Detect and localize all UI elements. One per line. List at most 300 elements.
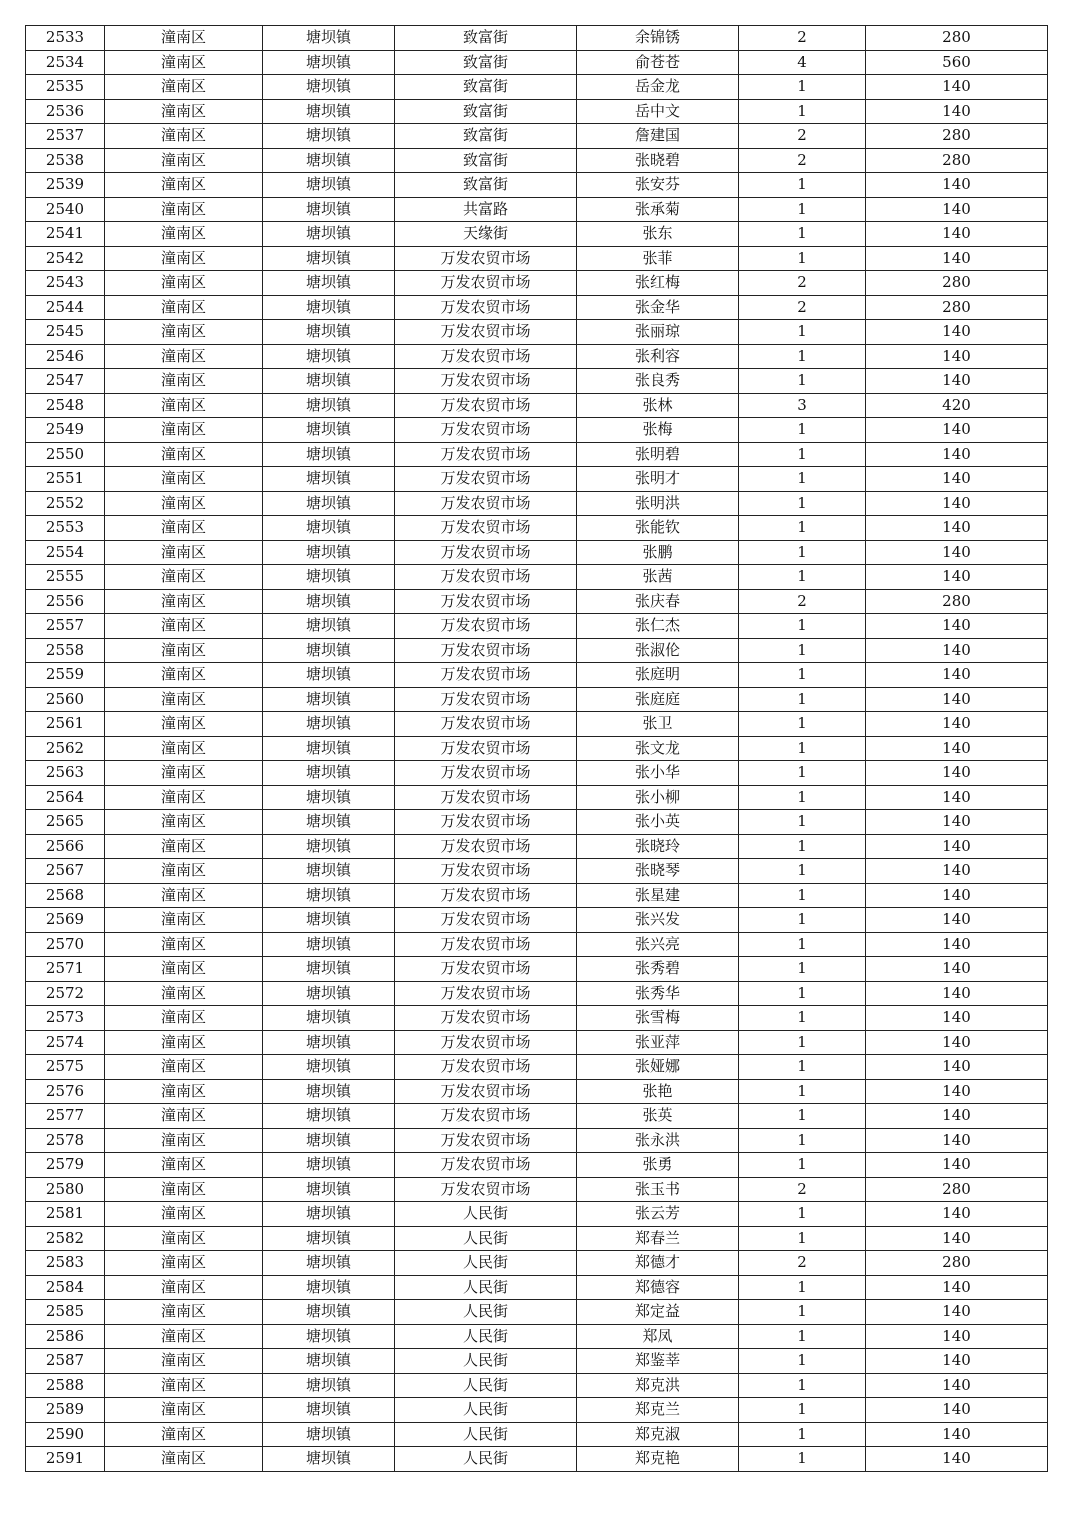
row-number-cell: 2580 (26, 1177, 105, 1202)
name-cell: 张红梅 (577, 271, 739, 296)
amount-cell: 140 (866, 516, 1048, 541)
town-cell: 塘坝镇 (263, 712, 395, 737)
amount-cell: 140 (866, 1202, 1048, 1227)
name-cell: 张晓琴 (577, 859, 739, 884)
amount-cell: 140 (866, 320, 1048, 345)
amount-cell: 140 (866, 1030, 1048, 1055)
table-row (26, 295, 1048, 320)
row-number-cell: 2537 (26, 124, 105, 149)
household-count-cell: 1 (739, 418, 866, 443)
district-cell: 潼南区 (105, 1300, 263, 1325)
table-row (26, 418, 1048, 443)
household-count-cell: 1 (739, 1300, 866, 1325)
street-cell: 万发农贸市场 (395, 1104, 577, 1129)
name-cell: 郑定益 (577, 1300, 739, 1325)
town-cell: 塘坝镇 (263, 1079, 395, 1104)
household-count-cell: 1 (739, 1030, 866, 1055)
household-count-cell: 2 (739, 124, 866, 149)
name-cell: 郑克淑 (577, 1422, 739, 1447)
household-count-cell: 1 (739, 638, 866, 663)
town-cell: 塘坝镇 (263, 173, 395, 198)
name-cell: 张安芬 (577, 173, 739, 198)
household-count-cell: 4 (739, 50, 866, 75)
name-cell: 郑克洪 (577, 1373, 739, 1398)
row-number-cell: 2566 (26, 834, 105, 859)
street-cell: 万发农贸市场 (395, 932, 577, 957)
amount-cell: 140 (866, 908, 1048, 933)
town-cell: 塘坝镇 (263, 1226, 395, 1251)
town-cell: 塘坝镇 (263, 467, 395, 492)
table-row (26, 442, 1048, 467)
district-cell: 潼南区 (105, 197, 263, 222)
street-cell: 万发农贸市场 (395, 320, 577, 345)
name-cell: 张亚萍 (577, 1030, 739, 1055)
name-cell: 张艳 (577, 1079, 739, 1104)
amount-cell: 280 (866, 148, 1048, 173)
street-cell: 万发农贸市场 (395, 540, 577, 565)
street-cell: 万发农贸市场 (395, 271, 577, 296)
street-cell: 致富街 (395, 50, 577, 75)
amount-cell: 140 (866, 1128, 1048, 1153)
household-count-cell: 1 (739, 1349, 866, 1374)
name-cell: 郑春兰 (577, 1226, 739, 1251)
row-number-cell: 2555 (26, 565, 105, 590)
town-cell: 塘坝镇 (263, 418, 395, 443)
amount-cell: 280 (866, 1251, 1048, 1276)
household-count-cell: 1 (739, 173, 866, 198)
row-number-cell: 2559 (26, 663, 105, 688)
household-count-cell: 1 (739, 1373, 866, 1398)
row-number-cell: 2534 (26, 50, 105, 75)
name-cell: 张庭庭 (577, 687, 739, 712)
town-cell: 塘坝镇 (263, 565, 395, 590)
table-row (26, 197, 1048, 222)
row-number-cell: 2539 (26, 173, 105, 198)
amount-cell: 140 (866, 467, 1048, 492)
household-count-cell: 1 (739, 1202, 866, 1227)
district-cell: 潼南区 (105, 418, 263, 443)
household-count-cell: 1 (739, 1128, 866, 1153)
amount-cell: 420 (866, 393, 1048, 418)
district-cell: 潼南区 (105, 173, 263, 198)
street-cell: 万发农贸市场 (395, 638, 577, 663)
district-cell: 潼南区 (105, 908, 263, 933)
table-row (26, 148, 1048, 173)
town-cell: 塘坝镇 (263, 1275, 395, 1300)
row-number-cell: 2565 (26, 810, 105, 835)
name-cell: 张鹏 (577, 540, 739, 565)
amount-cell: 140 (866, 75, 1048, 100)
district-cell: 潼南区 (105, 369, 263, 394)
name-cell: 张云芳 (577, 1202, 739, 1227)
household-count-cell: 1 (739, 1006, 866, 1031)
street-cell: 万发农贸市场 (395, 467, 577, 492)
district-cell: 潼南区 (105, 1177, 263, 1202)
street-cell: 万发农贸市场 (395, 810, 577, 835)
household-count-cell: 1 (739, 736, 866, 761)
household-count-cell: 2 (739, 295, 866, 320)
name-cell: 张菲 (577, 246, 739, 271)
row-number-cell: 2561 (26, 712, 105, 737)
row-number-cell: 2533 (26, 26, 105, 51)
town-cell: 塘坝镇 (263, 222, 395, 247)
town-cell: 塘坝镇 (263, 124, 395, 149)
name-cell: 张良秀 (577, 369, 739, 394)
table-row (26, 957, 1048, 982)
table-row (26, 663, 1048, 688)
district-cell: 潼南区 (105, 1226, 263, 1251)
name-cell: 张星建 (577, 883, 739, 908)
household-count-cell: 1 (739, 687, 866, 712)
household-count-cell: 1 (739, 197, 866, 222)
table-row (26, 1153, 1048, 1178)
row-number-cell: 2544 (26, 295, 105, 320)
row-number-cell: 2568 (26, 883, 105, 908)
row-number-cell: 2572 (26, 981, 105, 1006)
household-count-cell: 1 (739, 712, 866, 737)
row-number-cell: 2585 (26, 1300, 105, 1325)
street-cell: 人民街 (395, 1300, 577, 1325)
town-cell: 塘坝镇 (263, 736, 395, 761)
town-cell: 塘坝镇 (263, 614, 395, 639)
street-cell: 万发农贸市场 (395, 712, 577, 737)
household-count-cell: 1 (739, 1324, 866, 1349)
table-row (26, 712, 1048, 737)
row-number-cell: 2545 (26, 320, 105, 345)
roster-table-body (26, 26, 1048, 1472)
name-cell: 张茜 (577, 565, 739, 590)
amount-cell: 140 (866, 834, 1048, 859)
street-cell: 人民街 (395, 1275, 577, 1300)
row-number-cell: 2586 (26, 1324, 105, 1349)
street-cell: 人民街 (395, 1447, 577, 1472)
town-cell: 塘坝镇 (263, 1422, 395, 1447)
name-cell: 张文龙 (577, 736, 739, 761)
name-cell: 郑德容 (577, 1275, 739, 1300)
district-cell: 潼南区 (105, 589, 263, 614)
row-number-cell: 2588 (26, 1373, 105, 1398)
town-cell: 塘坝镇 (263, 932, 395, 957)
amount-cell: 140 (866, 785, 1048, 810)
district-cell: 潼南区 (105, 932, 263, 957)
household-count-cell: 1 (739, 1447, 866, 1472)
amount-cell: 140 (866, 859, 1048, 884)
row-number-cell: 2563 (26, 761, 105, 786)
district-cell: 潼南区 (105, 883, 263, 908)
street-cell: 共富路 (395, 197, 577, 222)
row-number-cell: 2576 (26, 1079, 105, 1104)
table-row (26, 1275, 1048, 1300)
table-row (26, 344, 1048, 369)
town-cell: 塘坝镇 (263, 491, 395, 516)
street-cell: 人民街 (395, 1324, 577, 1349)
amount-cell: 140 (866, 418, 1048, 443)
town-cell: 塘坝镇 (263, 516, 395, 541)
town-cell: 塘坝镇 (263, 638, 395, 663)
table-row (26, 859, 1048, 884)
district-cell: 潼南区 (105, 1324, 263, 1349)
name-cell: 张娅娜 (577, 1055, 739, 1080)
amount-cell: 140 (866, 1300, 1048, 1325)
district-cell: 潼南区 (105, 810, 263, 835)
street-cell: 万发农贸市场 (395, 614, 577, 639)
table-row (26, 1128, 1048, 1153)
row-number-cell: 2540 (26, 197, 105, 222)
name-cell: 詹建国 (577, 124, 739, 149)
district-cell: 潼南区 (105, 344, 263, 369)
amount-cell: 140 (866, 1079, 1048, 1104)
name-cell: 张明碧 (577, 442, 739, 467)
amount-cell: 140 (866, 932, 1048, 957)
name-cell: 张晓碧 (577, 148, 739, 173)
amount-cell: 140 (866, 687, 1048, 712)
table-row (26, 50, 1048, 75)
street-cell: 万发农贸市场 (395, 516, 577, 541)
town-cell: 塘坝镇 (263, 834, 395, 859)
amount-cell: 140 (866, 736, 1048, 761)
amount-cell: 140 (866, 1006, 1048, 1031)
table-row (26, 908, 1048, 933)
name-cell: 郑克兰 (577, 1398, 739, 1423)
street-cell: 万发农贸市场 (395, 369, 577, 394)
street-cell: 人民街 (395, 1422, 577, 1447)
row-number-cell: 2556 (26, 589, 105, 614)
street-cell: 万发农贸市场 (395, 344, 577, 369)
row-number-cell: 2583 (26, 1251, 105, 1276)
town-cell: 塘坝镇 (263, 1324, 395, 1349)
name-cell: 张淑伦 (577, 638, 739, 663)
town-cell: 塘坝镇 (263, 246, 395, 271)
row-number-cell: 2558 (26, 638, 105, 663)
street-cell: 万发农贸市场 (395, 565, 577, 590)
table-row (26, 491, 1048, 516)
household-count-cell: 1 (739, 1226, 866, 1251)
amount-cell: 140 (866, 883, 1048, 908)
name-cell: 张能钦 (577, 516, 739, 541)
row-number-cell: 2551 (26, 467, 105, 492)
street-cell: 致富街 (395, 173, 577, 198)
household-count-cell: 1 (739, 1055, 866, 1080)
name-cell: 张仁杰 (577, 614, 739, 639)
table-row (26, 1251, 1048, 1276)
amount-cell: 280 (866, 589, 1048, 614)
town-cell: 塘坝镇 (263, 908, 395, 933)
district-cell: 潼南区 (105, 1202, 263, 1227)
household-count-cell: 1 (739, 761, 866, 786)
table-row (26, 1422, 1048, 1447)
street-cell: 致富街 (395, 99, 577, 124)
table-row (26, 1398, 1048, 1423)
district-cell: 潼南区 (105, 1030, 263, 1055)
household-count-cell: 1 (739, 1104, 866, 1129)
household-count-cell: 1 (739, 663, 866, 688)
table-row (26, 761, 1048, 786)
street-cell: 万发农贸市场 (395, 1153, 577, 1178)
street-cell: 人民街 (395, 1398, 577, 1423)
district-cell: 潼南区 (105, 687, 263, 712)
street-cell: 致富街 (395, 26, 577, 51)
table-row (26, 1055, 1048, 1080)
district-cell: 潼南区 (105, 614, 263, 639)
district-cell: 潼南区 (105, 1447, 263, 1472)
roster-table (25, 25, 1048, 1472)
table-row (26, 26, 1048, 51)
household-count-cell: 1 (739, 859, 866, 884)
table-row (26, 271, 1048, 296)
town-cell: 塘坝镇 (263, 1202, 395, 1227)
table-row (26, 834, 1048, 859)
name-cell: 张玉书 (577, 1177, 739, 1202)
row-number-cell: 2584 (26, 1275, 105, 1300)
town-cell: 塘坝镇 (263, 1153, 395, 1178)
amount-cell: 280 (866, 124, 1048, 149)
name-cell: 张金华 (577, 295, 739, 320)
town-cell: 塘坝镇 (263, 1373, 395, 1398)
row-number-cell: 2557 (26, 614, 105, 639)
district-cell: 潼南区 (105, 565, 263, 590)
name-cell: 张兴亮 (577, 932, 739, 957)
town-cell: 塘坝镇 (263, 761, 395, 786)
name-cell: 张梅 (577, 418, 739, 443)
row-number-cell: 2567 (26, 859, 105, 884)
district-cell: 潼南区 (105, 712, 263, 737)
household-count-cell: 1 (739, 1422, 866, 1447)
street-cell: 万发农贸市场 (395, 418, 577, 443)
table-row (26, 932, 1048, 957)
name-cell: 郑凤 (577, 1324, 739, 1349)
town-cell: 塘坝镇 (263, 589, 395, 614)
street-cell: 万发农贸市场 (395, 393, 577, 418)
amount-cell: 140 (866, 1055, 1048, 1080)
household-count-cell: 1 (739, 957, 866, 982)
household-count-cell: 1 (739, 246, 866, 271)
district-cell: 潼南区 (105, 491, 263, 516)
amount-cell: 560 (866, 50, 1048, 75)
household-count-cell: 1 (739, 491, 866, 516)
street-cell: 万发农贸市场 (395, 1055, 577, 1080)
row-number-cell: 2553 (26, 516, 105, 541)
street-cell: 万发农贸市场 (395, 442, 577, 467)
district-cell: 潼南区 (105, 516, 263, 541)
table-row (26, 173, 1048, 198)
row-number-cell: 2552 (26, 491, 105, 516)
table-row (26, 565, 1048, 590)
household-count-cell: 2 (739, 271, 866, 296)
household-count-cell: 1 (739, 1153, 866, 1178)
name-cell: 张雪梅 (577, 1006, 739, 1031)
amount-cell: 140 (866, 222, 1048, 247)
table-row (26, 369, 1048, 394)
town-cell: 塘坝镇 (263, 1055, 395, 1080)
row-number-cell: 2564 (26, 785, 105, 810)
town-cell: 塘坝镇 (263, 687, 395, 712)
table-row (26, 124, 1048, 149)
name-cell: 张东 (577, 222, 739, 247)
district-cell: 潼南区 (105, 540, 263, 565)
name-cell: 张秀碧 (577, 957, 739, 982)
street-cell: 人民街 (395, 1373, 577, 1398)
row-number-cell: 2577 (26, 1104, 105, 1129)
row-number-cell: 2590 (26, 1422, 105, 1447)
name-cell: 郑克艳 (577, 1447, 739, 1472)
town-cell: 塘坝镇 (263, 393, 395, 418)
amount-cell: 140 (866, 1153, 1048, 1178)
name-cell: 张小华 (577, 761, 739, 786)
row-number-cell: 2569 (26, 908, 105, 933)
district-cell: 潼南区 (105, 1128, 263, 1153)
row-number-cell: 2538 (26, 148, 105, 173)
table-row (26, 1202, 1048, 1227)
household-count-cell: 2 (739, 589, 866, 614)
row-number-cell: 2582 (26, 1226, 105, 1251)
row-number-cell: 2574 (26, 1030, 105, 1055)
household-count-cell: 1 (739, 344, 866, 369)
street-cell: 天缘街 (395, 222, 577, 247)
amount-cell: 140 (866, 173, 1048, 198)
town-cell: 塘坝镇 (263, 1128, 395, 1153)
name-cell: 郑鉴莘 (577, 1349, 739, 1374)
name-cell: 岳金龙 (577, 75, 739, 100)
table-row (26, 1324, 1048, 1349)
table-row (26, 393, 1048, 418)
district-cell: 潼南区 (105, 663, 263, 688)
street-cell: 万发农贸市场 (395, 883, 577, 908)
amount-cell: 140 (866, 246, 1048, 271)
amount-cell: 140 (866, 344, 1048, 369)
name-cell: 张永洪 (577, 1128, 739, 1153)
row-number-cell: 2575 (26, 1055, 105, 1080)
table-row (26, 810, 1048, 835)
row-number-cell: 2535 (26, 75, 105, 100)
district-cell: 潼南区 (105, 1055, 263, 1080)
district-cell: 潼南区 (105, 26, 263, 51)
amount-cell: 140 (866, 1422, 1048, 1447)
amount-cell: 140 (866, 197, 1048, 222)
table-row (26, 1226, 1048, 1251)
row-number-cell: 2579 (26, 1153, 105, 1178)
amount-cell: 140 (866, 1447, 1048, 1472)
town-cell: 塘坝镇 (263, 369, 395, 394)
town-cell: 塘坝镇 (263, 1177, 395, 1202)
table-row (26, 1006, 1048, 1031)
row-number-cell: 2546 (26, 344, 105, 369)
row-number-cell: 2589 (26, 1398, 105, 1423)
row-number-cell: 2591 (26, 1447, 105, 1472)
district-cell: 潼南区 (105, 638, 263, 663)
household-count-cell: 1 (739, 810, 866, 835)
name-cell: 张明才 (577, 467, 739, 492)
district-cell: 潼南区 (105, 246, 263, 271)
amount-cell: 140 (866, 712, 1048, 737)
row-number-cell: 2543 (26, 271, 105, 296)
town-cell: 塘坝镇 (263, 957, 395, 982)
district-cell: 潼南区 (105, 1104, 263, 1129)
table-row (26, 614, 1048, 639)
street-cell: 万发农贸市场 (395, 957, 577, 982)
street-cell: 万发农贸市场 (395, 736, 577, 761)
street-cell: 万发农贸市场 (395, 1030, 577, 1055)
name-cell: 张利容 (577, 344, 739, 369)
name-cell: 张庆春 (577, 589, 739, 614)
household-count-cell: 1 (739, 540, 866, 565)
district-cell: 潼南区 (105, 99, 263, 124)
amount-cell: 140 (866, 540, 1048, 565)
district-cell: 潼南区 (105, 761, 263, 786)
table-row (26, 246, 1048, 271)
row-number-cell: 2549 (26, 418, 105, 443)
amount-cell: 140 (866, 1226, 1048, 1251)
row-number-cell: 2541 (26, 222, 105, 247)
